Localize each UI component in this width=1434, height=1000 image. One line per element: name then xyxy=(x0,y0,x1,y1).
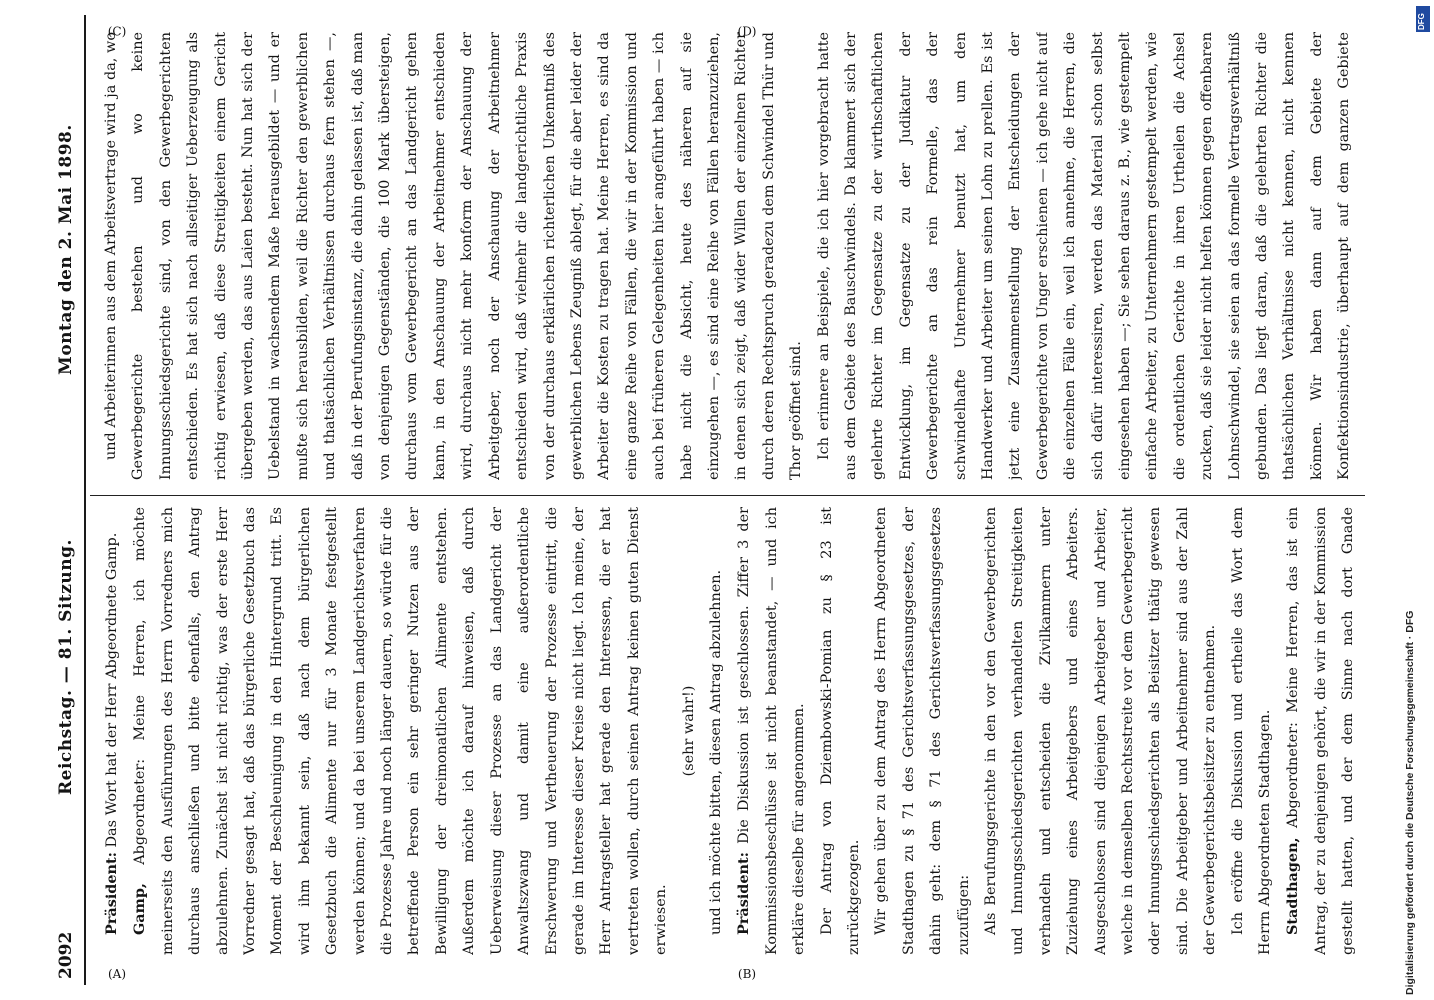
session-title: Reichstag. — 81. Sitzung. xyxy=(56,539,76,795)
paragraph: Präsident: Die Diskussion ist geschlossen. Ziffer 3 der Kommissionsbeschlüsse ist nicht beanstandet, — und ich erkläre dieselbe für angenommen. xyxy=(735,507,808,955)
margin-marker-a: (A) xyxy=(107,966,127,981)
page-number: 2092 xyxy=(56,931,76,979)
paragraph: Als Berufungsgerichte in den vor den Gewerbegerichten und Innungsschiedsgerichten verhandelten Streitigkeiten verhandeln und entscheiden die Zivilkammern unter Zuziehung eines Arbeitgebers und eines Arbeiters. Ausgeschlossen sind diejenigen Arbeitgeber und Arbeiter, welche in demselben Rechtsstreite vor dem Gewerbegericht oder Innungsschiedsgerichten als Beisitzer thätig gewesen sind. Die Arbeitgeber und Arbeitnehmer sind aus der Zahl der Gewerbegerichtsbeisitzer zu entnehmen. xyxy=(983,507,1219,955)
right-column xyxy=(98,32,1358,480)
paragraph: Ich eröffne die Diskussion und ertheile das Wort dem Herrn Abgeordneten Stadthagen. xyxy=(1229,507,1274,955)
dfg-logo-text: DFG xyxy=(1417,13,1426,30)
column-divider xyxy=(90,495,1365,496)
rotated-document-page xyxy=(50,15,1370,985)
page-header xyxy=(50,15,86,985)
paragraph: Ich erinnere an Beispiele, die ich hier vorgebracht hatte aus dem Gebiete des Bauschwindels. Da klammert sich der gelehrte Richter im Gegensatze zu der wirthschaftlichen Entwicklung, im Gegensatze zu der Judikatur der Gewerbegerichte an das rein Formelle, das der schwindelhafte Unternehmer benutzt hat, um den Handwerker und Arbeiter um seinen Lohn zu prellen. Es ist jetzt eine Zusammenstellung der Entscheidungen der Gewerbegerichte von Unger erschienen — ich gehe nicht auf die einzelnen Fälle ein, weil ich annehme, die Herren, die sich dafür interessiren, werden das Material schon selbst eingesehen haben —; Sie sehen daraus z. B., wie gestempelt einfache Arbeiter, zu Unternehmern gestempelt werden, wie die ordentlichen Gerichte in ihren Urtheilen die Achsel zucken, daß sie leider nicht helfen können gegen offenbaren Lohnschwindel, sie seien an das formelle Vertragsverhältniß gebunden. Das liegt daran, daß die gelehrten Richter die thatsächlichen Verhältnisse nicht kennen, nicht kennen können. Wir haben dann auf dem Gebiete der Konfektionsindustrie, überhaupt auf dem ganzen Gebiete xyxy=(815,32,1353,480)
paragraph: und ich möchte bitten, diesen Antrag abzulehnen. xyxy=(707,569,724,935)
paragraph: Wir gehen über zu dem Antrag des Herrn Abgeordneten Stadthagen zu § 71 des Gerichtsverfassungsgesetzes, der dahin geht: dem § 71 des Gerichtsverfassungsgesetzes zuzufügen: xyxy=(873,507,972,955)
speaker-name: Präsident: xyxy=(735,852,753,935)
paragraph: Gamp, Abgeordneter: Meine Herren, ich möchte meinerseits den Ausführungen des Herrn Vorredners mich durchaus anschließen und bitte ebenfalls, den Antrag abzulehnen. Zunächst ist nicht richtig, was der erste Herr Vorredner gesagt hat, daß das bürgerliche Gesetzbuch das Moment der Beschleunigung in den Hintergrund tritt. Es wird ihm bekannt sein, daß nach dem bürgerlichen Gesetzbuch die Alimente nur für 3 Monate festgestellt werden können; und da bei unserem Landgerichtsverfahren die Prozesse Jahre und noch länger dauern, so würde für die betreffende Person ein sehr geringer Nutzen aus der Bewilligung der dreimonatlichen Alimente entstehen. Außerdem möchte ich darauf hinweisen, daß durch Ueberweisung dieser Prozesse an das Landgericht der Anwaltszwang und damit eine außerordentliche Erschwerung und Vertheuerung der Prozesse eintritt, die gerade im Interesse dieser Kreise nicht liegt. Ich meine, der Herr Antragsteller hat gerade den Interessen, die er hat vertreten wollen, durch seinen Antrag keinen guten Dienst erwiesen. xyxy=(131,507,670,955)
speaker-name: Gamp, xyxy=(131,883,149,935)
interjection: (sehr wahr!) xyxy=(680,685,697,777)
speaker-name: Stadthagen, xyxy=(1284,837,1302,935)
paragraph: Der Antrag von Dziembowski-Pomian zu § 23 ist zurückgezogen. xyxy=(818,507,862,955)
paragraph: Präsident: Das Wort hat der Herr Abgeordnete Gamp. xyxy=(103,532,120,935)
paragraph: und Arbeiterinnen aus dem Arbeitsvertrage wird ja da, wo Gewerbegerichte bestehen und wo keine Innungsschiedsgerichte sind, von den Gewerbegerichten entschieden. Es hat sich nach allseitiger Ueberzeugung als richtig erwiesen, daß diese Streitigkeiten einem Gericht übergeben werden, das aus Laien besteht. Nun hat sich der Uebelstand in wachsendem Maße herausgebildet — und er mußte sich herausbilden, weil die Richter den gewerblichen und thatsächlichen Verhältnissen durchaus fern stehen —, daß in der Berufungsinstanz, die dahin gelassen ist, daß man von denjenigen Gegenständen, die 100 Mark übersteigen, durchaus vom Gewerbegericht an das Landgericht gehen kann, in den Anschauung der Arbeitnehmer entschieden wird, durchaus nicht mehr konform der Anschauung der Arbeitgeber, noch der Anschauung der Arbeitnehmer entschieden wird, daß vielmehr die landgerichtliche Praxis von der durchaus erklärlichen richterlichen Unkenntniß des gewerblichen Lebens Zeugniß ablegt, für die aber leider der Arbeiter die Kosten zu tragen hat. Meine Herren, es sind da eine ganze Reihe von Fällen, die wir in der Kommission und auch bei früheren Gelegenheiten hier angeführt haben — ich habe nicht die Absicht, heute des näheren auf sie einzugehen —, es sind eine Reihe von Fällen heranzuziehen, in denen sich zeigt, daß wider Willen der einzelnen Richter durch deren Rechtspruch geradezu dem Schwindel Thür und Thor geöffnet sind. xyxy=(103,32,805,480)
dfg-logo-icon xyxy=(1416,6,1430,32)
speaker-name: Präsident: xyxy=(103,852,120,935)
left-column xyxy=(98,507,1358,955)
digitization-credit xyxy=(1400,0,1434,1000)
paragraph: Stadthagen, Abgeordneter: Meine Herren, das ist ein Antrag, der zu denjenigen gehört, die wir in der Kommission gestellt hatten, und der dem Sinne nach dort Gnade xyxy=(1284,507,1357,955)
page-date: Montag den 2. Mai 1898. xyxy=(56,124,76,375)
margin-marker-c: (C) xyxy=(107,24,127,39)
margin-marker-d: (D) xyxy=(737,24,757,39)
margin-marker-b: (B) xyxy=(737,966,757,981)
credit-text: Digitalisierung gefördert durch die Deutsche Forschungsgemeinschaft · DFG xyxy=(1404,610,1416,995)
